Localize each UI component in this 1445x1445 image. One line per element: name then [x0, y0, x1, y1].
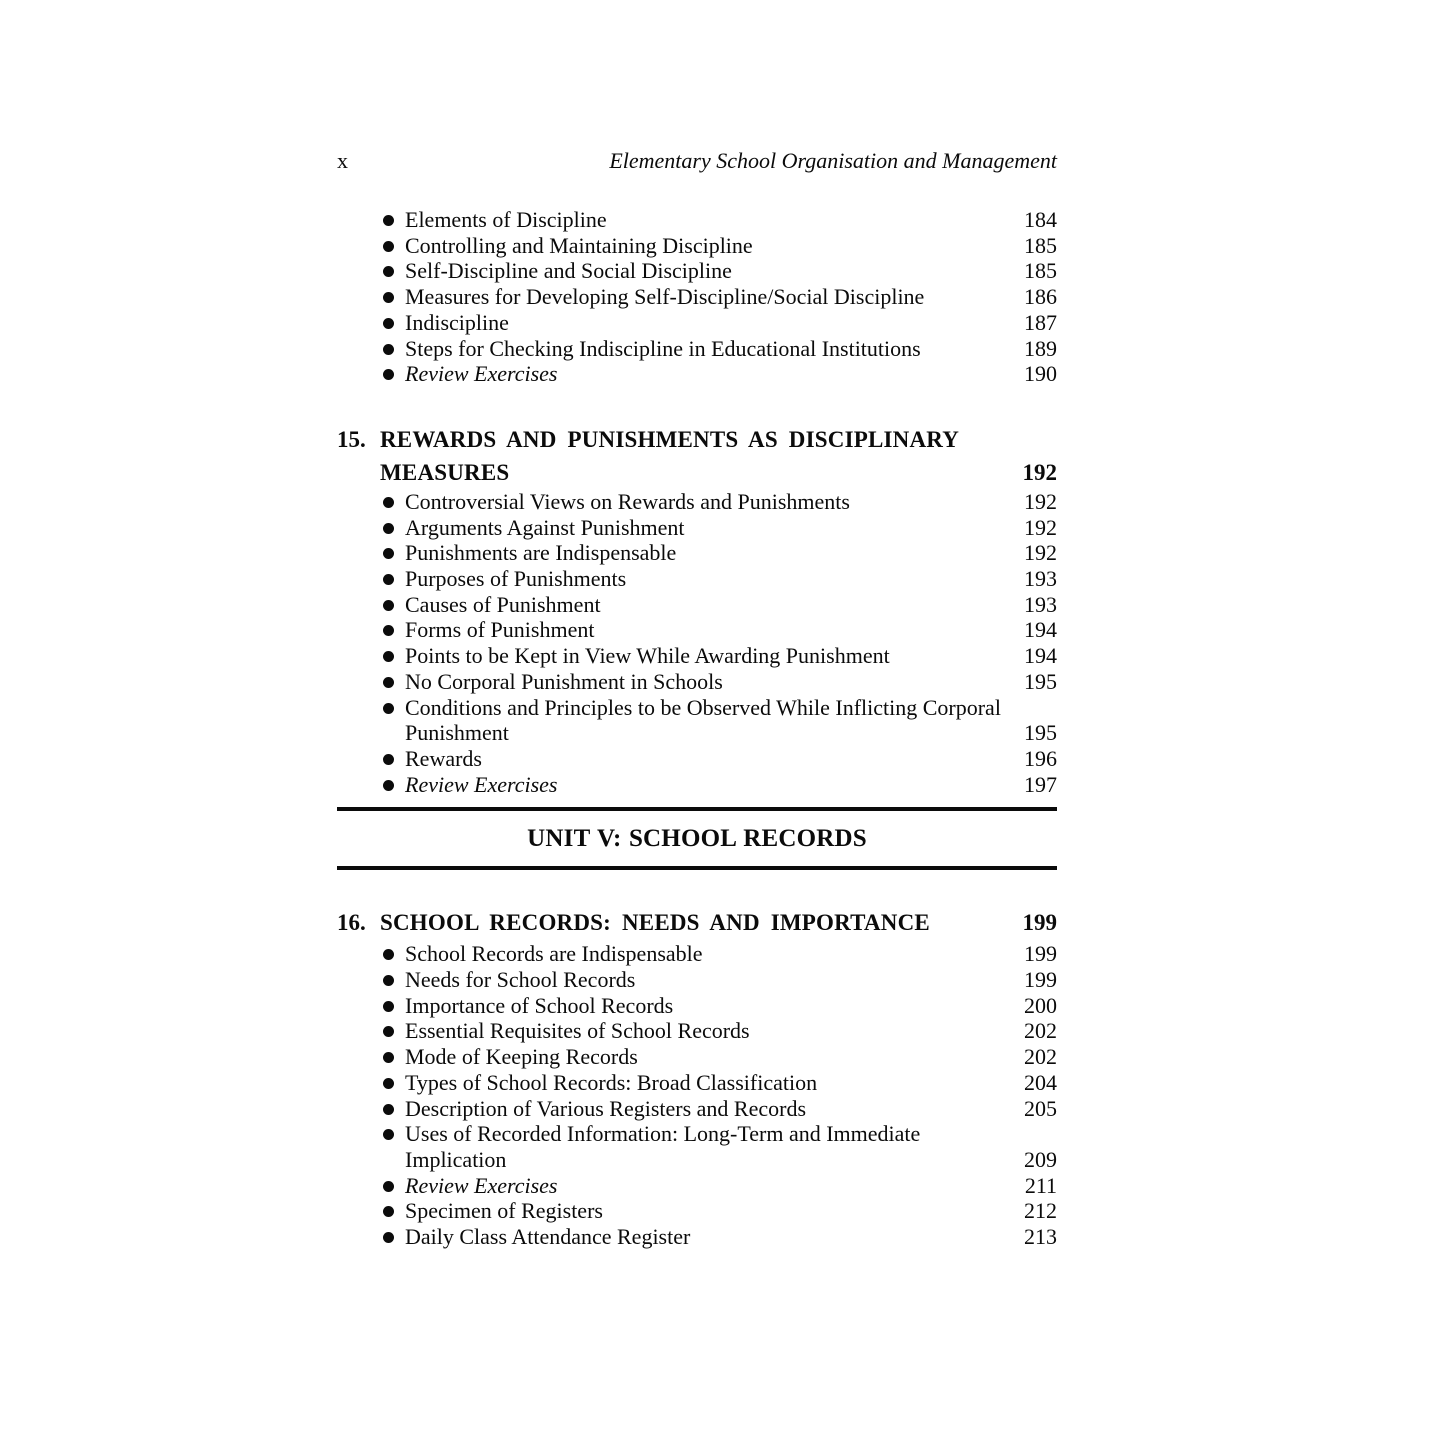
toc-item	[337, 1198, 1057, 1224]
toc-item	[337, 336, 1057, 362]
bullet-icon	[383, 1044, 405, 1063]
toc-item-page: 192	[1024, 540, 1057, 566]
toc-item	[337, 1070, 1057, 1096]
running-head	[337, 148, 1057, 174]
toc-item	[337, 746, 1057, 772]
bullet-icon	[383, 1173, 405, 1192]
toc-item	[337, 695, 1057, 746]
toc-item-page: 205	[1024, 1095, 1057, 1121]
toc-item-page: 211	[1024, 1172, 1057, 1198]
toc-item-label: Arguments Against Punishment	[405, 514, 685, 540]
toc-item-page: 192	[1024, 514, 1057, 540]
bullet-icon	[383, 489, 405, 508]
toc-item-page: 212	[1024, 1198, 1057, 1224]
bullet-icon	[383, 941, 405, 960]
toc-item-label: Steps for Checking Indiscipline in Educational Institutions	[405, 335, 921, 361]
toc-item-label: No Corporal Punishment in Schools	[405, 668, 723, 694]
toc-item	[337, 310, 1057, 336]
toc-item-page: 213	[1024, 1224, 1057, 1250]
toc-item	[337, 489, 1057, 515]
toc-item-page: 202	[1024, 1018, 1057, 1044]
toc-item-page: 193	[1024, 566, 1057, 592]
bullet-icon	[383, 967, 405, 986]
toc-item-label: Mode of Keeping Records	[405, 1044, 638, 1070]
bullet-icon	[383, 1018, 405, 1037]
bullet-icon	[383, 258, 405, 277]
toc-item	[337, 1044, 1057, 1070]
chapter-title: REWARDS AND PUNISHMENTS AS DISCIPLINARY	[380, 426, 960, 452]
toc-item-label: Rewards	[405, 745, 482, 771]
bullet-icon	[383, 746, 405, 765]
toc-item-label: Controlling and Maintaining Discipline	[405, 232, 753, 258]
toc-item-label: Purposes of Punishments	[405, 566, 627, 592]
toc-item-page: 190	[1024, 361, 1057, 387]
toc-item-page: 184	[1024, 207, 1057, 232]
toc-item-page: 202	[1024, 1044, 1057, 1070]
toc-item-page: 199	[1024, 967, 1057, 993]
toc-item	[337, 207, 1057, 233]
bullet-icon	[383, 1224, 405, 1243]
toc-item-label: Controversial Views on Rewards and Punishments	[405, 488, 850, 514]
toc-item-label: Daily Class Attendance Register	[405, 1224, 691, 1250]
toc-item	[337, 515, 1057, 541]
toc-item	[337, 258, 1057, 284]
bullet-icon	[383, 284, 405, 303]
toc-item	[337, 772, 1057, 798]
toc-item-page: 195	[1024, 720, 1057, 746]
toc-item-page: 185	[1024, 258, 1057, 284]
bullet-icon	[383, 1198, 405, 1217]
chapter-15-heading	[337, 423, 1057, 489]
toc-item-page: 194	[1024, 617, 1057, 643]
toc-list-chapter-16	[337, 941, 1057, 1249]
toc-item-label: Measures for Developing Self-Discipline/Social Discipline	[405, 284, 925, 310]
toc-item-label: Review Exercises	[405, 361, 558, 387]
bullet-icon	[383, 540, 405, 559]
toc-item-label: Importance of School Records	[405, 992, 674, 1018]
toc-item	[337, 233, 1057, 259]
toc-item	[337, 993, 1057, 1019]
toc-item-page: 199	[1024, 941, 1057, 967]
toc-item	[337, 941, 1057, 967]
toc-item	[337, 669, 1057, 695]
bullet-icon	[383, 336, 405, 355]
toc-item	[337, 284, 1057, 310]
running-title: Elementary School Organisation and Management	[609, 148, 1057, 173]
chapter-16-heading	[337, 906, 1057, 939]
bullet-icon	[383, 669, 405, 688]
bullet-icon	[383, 361, 405, 380]
chapter-heading-line	[337, 456, 1057, 489]
bullet-icon	[383, 643, 405, 662]
bullet-icon	[383, 566, 405, 585]
chapter-heading-line	[337, 906, 1057, 939]
toc-item-label: Elements of Discipline	[405, 207, 607, 232]
toc-list-chapter-15	[337, 489, 1057, 797]
toc-item	[337, 1224, 1057, 1250]
toc-item-label: Types of School Records: Broad Classification	[405, 1069, 818, 1095]
chapter-page: 192	[1022, 459, 1057, 485]
toc-item	[337, 1173, 1057, 1199]
toc-item	[337, 1018, 1057, 1044]
chapter-number	[337, 456, 380, 489]
toc-item-page: 194	[1024, 643, 1057, 669]
toc-item-page: 185	[1024, 232, 1057, 258]
toc-item-label: School Records are Indispensable	[405, 941, 703, 967]
bullet-icon	[383, 1070, 405, 1089]
toc-content	[337, 148, 1057, 1250]
toc-item-page: 209	[1024, 1146, 1057, 1172]
bullet-icon	[383, 310, 405, 329]
chapter-page: 199	[1022, 910, 1057, 936]
toc-item-label: Review Exercises	[405, 771, 558, 797]
unit-heading	[337, 807, 1057, 870]
bullet-icon	[383, 207, 405, 226]
toc-item	[337, 540, 1057, 566]
toc-item-label: Needs for School Records	[405, 967, 636, 993]
bullet-icon	[383, 515, 405, 534]
bullet-icon	[383, 1121, 405, 1140]
toc-list-discipline	[337, 207, 1057, 387]
toc-item-page: 204	[1024, 1069, 1057, 1095]
chapter-heading-line	[337, 423, 1057, 456]
toc-item-label: Review Exercises	[405, 1172, 558, 1198]
bullet-icon	[383, 993, 405, 1012]
toc-item-page: 195	[1024, 668, 1057, 694]
chapter-number: 16.	[337, 910, 366, 936]
unit-heading-label: UNIT V: SCHOOL RECORDS	[527, 825, 867, 853]
toc-item	[337, 643, 1057, 669]
toc-item	[337, 1121, 1057, 1172]
toc-item-label: Indiscipline	[405, 309, 509, 335]
bullet-icon	[383, 1096, 405, 1115]
toc-item-label: Punishments are Indispensable	[405, 540, 677, 566]
toc-item	[337, 617, 1057, 643]
toc-item-label: Conditions and Principles to be Observed While Inflicting Corporal Punishment	[405, 694, 1001, 746]
toc-item	[337, 967, 1057, 993]
toc-item-page: 197	[1024, 771, 1057, 797]
toc-item-label: Forms of Punishment	[405, 617, 595, 643]
bullet-icon	[383, 772, 405, 791]
bullet-icon	[383, 592, 405, 611]
toc-item-page: 196	[1024, 745, 1057, 771]
toc-item-label: Causes of Punishment	[405, 591, 601, 617]
toc-item-label: Points to be Kept in View While Awarding Punishment	[405, 643, 890, 669]
toc-item-label: Description of Various Registers and Records	[405, 1095, 807, 1121]
chapter-title: SCHOOL RECORDS: NEEDS AND IMPORTANCE	[380, 910, 930, 936]
toc-item-label: Self-Discipline and Social Discipline	[405, 258, 732, 284]
bullet-icon	[383, 233, 405, 252]
bullet-icon	[383, 695, 405, 714]
toc-item-page: 189	[1024, 335, 1057, 361]
toc-item	[337, 592, 1057, 618]
bullet-icon	[383, 617, 405, 636]
toc-item-page: 187	[1024, 309, 1057, 335]
toc-item-page: 193	[1024, 591, 1057, 617]
chapter-number: 15.	[337, 426, 366, 452]
toc-item	[337, 566, 1057, 592]
toc-item-page: 186	[1024, 284, 1057, 310]
page-folio: x	[337, 148, 348, 173]
toc-item-label: Essential Requisites of School Records	[405, 1018, 750, 1044]
chapter-title: MEASURES	[380, 459, 510, 485]
toc-item	[337, 361, 1057, 387]
toc-item-label: Uses of Recorded Information: Long-Term and Immediate Implication	[405, 1121, 921, 1172]
toc-item-page: 200	[1024, 992, 1057, 1018]
toc-item	[337, 1096, 1057, 1122]
toc-item-page: 192	[1024, 488, 1057, 514]
toc-item-label: Specimen of Registers	[405, 1198, 603, 1224]
